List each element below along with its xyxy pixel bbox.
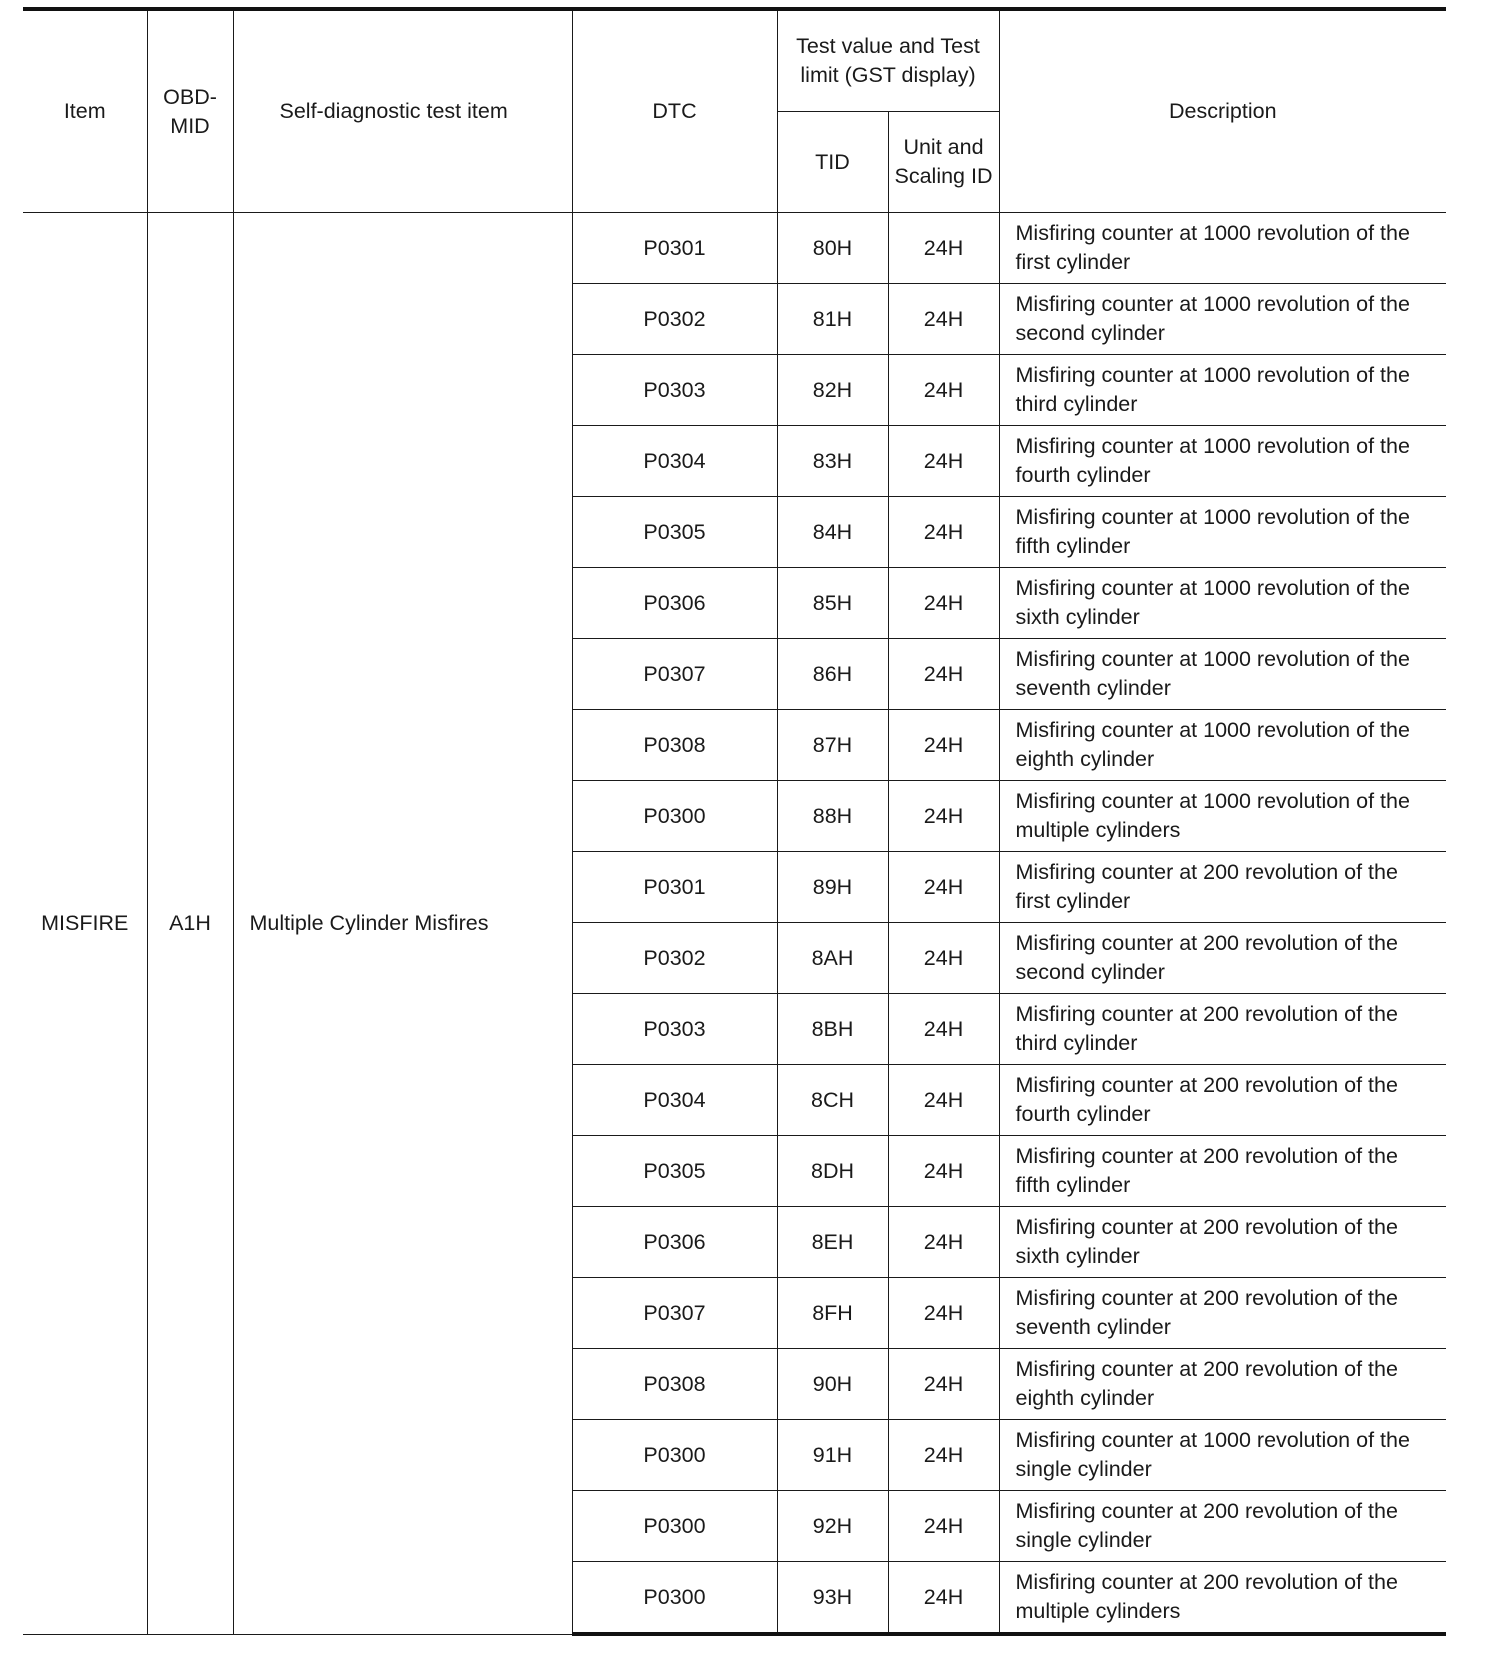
unit-cell: 24H <box>888 568 999 639</box>
tid-cell: 82H <box>777 355 888 426</box>
tid-cell: 85H <box>777 568 888 639</box>
unit-cell: 24H <box>888 923 999 994</box>
tid-cell: 92H <box>777 1491 888 1562</box>
unit-cell: 24H <box>888 852 999 923</box>
unit-cell: 24H <box>888 1065 999 1136</box>
dtc-cell: P0301 <box>572 852 777 923</box>
dtc-cell: P0305 <box>572 497 777 568</box>
tid-cell: 8BH <box>777 994 888 1065</box>
unit-cell: 24H <box>888 355 999 426</box>
tid-cell: 87H <box>777 710 888 781</box>
unit-cell: 24H <box>888 639 999 710</box>
description-cell: Misfiring counter at 200 revolution of the third cylinder <box>999 994 1446 1065</box>
dtc-cell: P0302 <box>572 923 777 994</box>
description-cell: Misfiring counter at 200 revolution of the sixth cylinder <box>999 1207 1446 1278</box>
unit-cell: 24H <box>888 284 999 355</box>
tid-cell: 8CH <box>777 1065 888 1136</box>
dtc-cell: P0305 <box>572 1136 777 1207</box>
description-cell: Misfiring counter at 200 revolution of the seventh cylinder <box>999 1278 1446 1349</box>
description-cell: Misfiring counter at 1000 revolution of the single cylinder <box>999 1420 1446 1491</box>
dtc-cell: P0306 <box>572 568 777 639</box>
dtc-cell: P0306 <box>572 1207 777 1278</box>
dtc-cell: P0300 <box>572 1562 777 1635</box>
description-cell: Misfiring counter at 200 revolution of the second cylinder <box>999 923 1446 994</box>
item-cell: MISFIRE <box>23 213 147 1635</box>
unit-cell: 24H <box>888 781 999 852</box>
obd-mid-cell: A1H <box>147 213 233 1635</box>
table-body <box>23 213 1446 1635</box>
description-cell: Misfiring counter at 200 revolution of the fourth cylinder <box>999 1065 1446 1136</box>
dtc-cell: P0302 <box>572 284 777 355</box>
dtc-cell: P0300 <box>572 1491 777 1562</box>
dtc-cell: P0300 <box>572 1420 777 1491</box>
unit-cell: 24H <box>888 1136 999 1207</box>
header-test-item: Self-diagnostic test item <box>233 9 572 213</box>
tid-cell: 8EH <box>777 1207 888 1278</box>
dtc-cell: P0300 <box>572 781 777 852</box>
header-test-value-group: Test value and Test limit (GST display) <box>777 9 999 112</box>
description-cell: Misfiring counter at 200 revolution of the fifth cylinder <box>999 1136 1446 1207</box>
dtc-cell: P0301 <box>572 213 777 284</box>
dtc-cell: P0308 <box>572 1349 777 1420</box>
unit-cell: 24H <box>888 1278 999 1349</box>
header-obd-mid: OBD-MID <box>147 9 233 213</box>
tid-cell: 84H <box>777 497 888 568</box>
obd-test-table <box>23 7 1446 1636</box>
description-cell: Misfiring counter at 1000 revolution of the second cylinder <box>999 284 1446 355</box>
dtc-cell: P0308 <box>572 710 777 781</box>
tid-cell: 88H <box>777 781 888 852</box>
tid-cell: 91H <box>777 1420 888 1491</box>
description-cell: Misfiring counter at 200 revolution of the first cylinder <box>999 852 1446 923</box>
description-cell: Misfiring counter at 1000 revolution of the seventh cylinder <box>999 639 1446 710</box>
unit-cell: 24H <box>888 1562 999 1635</box>
test-item-cell: Multiple Cylinder Misfires <box>233 213 572 1635</box>
header-item: Item <box>23 9 147 213</box>
table-row <box>23 213 1446 284</box>
tid-cell: 8DH <box>777 1136 888 1207</box>
tid-cell: 86H <box>777 639 888 710</box>
description-cell: Misfiring counter at 1000 revolution of the eighth cylinder <box>999 710 1446 781</box>
unit-cell: 24H <box>888 710 999 781</box>
header-dtc: DTC <box>572 9 777 213</box>
description-cell: Misfiring counter at 1000 revolution of the fourth cylinder <box>999 426 1446 497</box>
description-cell: Misfiring counter at 200 revolution of the single cylinder <box>999 1491 1446 1562</box>
tid-cell: 89H <box>777 852 888 923</box>
dtc-cell: P0307 <box>572 1278 777 1349</box>
unit-cell: 24H <box>888 1420 999 1491</box>
header-unit-scaling: Unit and Scaling ID <box>888 112 999 213</box>
unit-cell: 24H <box>888 1207 999 1278</box>
tid-cell: 8AH <box>777 923 888 994</box>
unit-cell: 24H <box>888 426 999 497</box>
dtc-cell: P0303 <box>572 994 777 1065</box>
description-cell: Misfiring counter at 1000 revolution of the third cylinder <box>999 355 1446 426</box>
tid-cell: 81H <box>777 284 888 355</box>
tid-cell: 93H <box>777 1562 888 1635</box>
tid-cell: 83H <box>777 426 888 497</box>
dtc-cell: P0307 <box>572 639 777 710</box>
description-cell: Misfiring counter at 1000 revolution of the sixth cylinder <box>999 568 1446 639</box>
tid-cell: 90H <box>777 1349 888 1420</box>
description-cell: Misfiring counter at 1000 revolution of the fifth cylinder <box>999 497 1446 568</box>
unit-cell: 24H <box>888 994 999 1065</box>
unit-cell: 24H <box>888 213 999 284</box>
unit-cell: 24H <box>888 1491 999 1562</box>
unit-cell: 24H <box>888 497 999 568</box>
dtc-cell: P0303 <box>572 355 777 426</box>
description-cell: Misfiring counter at 1000 revolution of the multiple cylinders <box>999 781 1446 852</box>
description-cell: Misfiring counter at 200 revolution of the eighth cylinder <box>999 1349 1446 1420</box>
description-cell: Misfiring counter at 200 revolution of the multiple cylinders <box>999 1562 1446 1635</box>
dtc-cell: P0304 <box>572 1065 777 1136</box>
tid-cell: 8FH <box>777 1278 888 1349</box>
dtc-cell: P0304 <box>572 426 777 497</box>
header-description: Description <box>999 9 1446 213</box>
description-cell: Misfiring counter at 1000 revolution of the first cylinder <box>999 213 1446 284</box>
header-tid: TID <box>777 112 888 213</box>
tid-cell: 80H <box>777 213 888 284</box>
unit-cell: 24H <box>888 1349 999 1420</box>
